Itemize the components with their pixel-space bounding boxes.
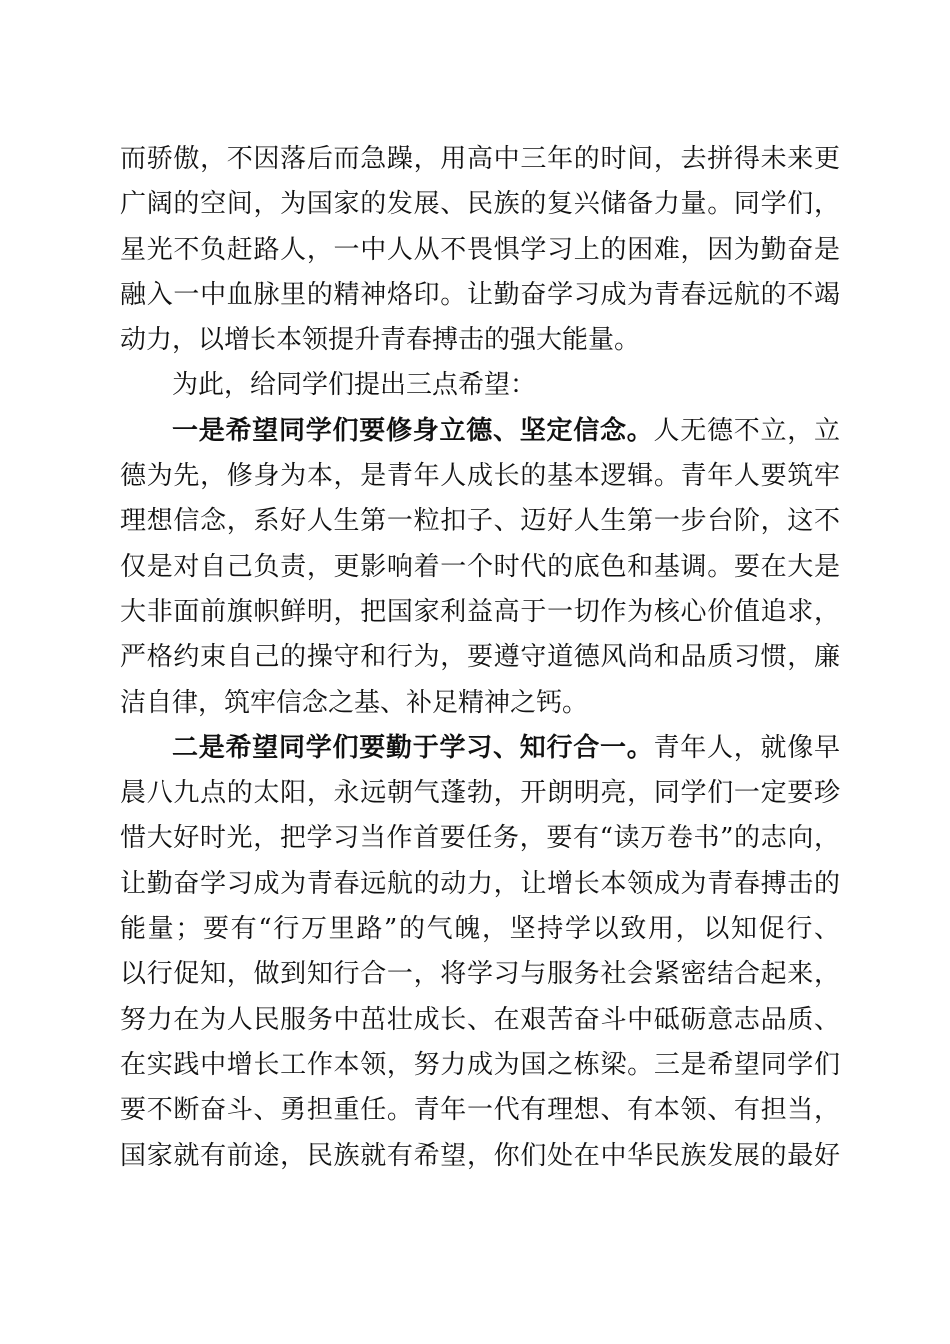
text-line: 努力在为人民服务中茁壮成长、在艰苦奋斗中砥砺意志品质、 [120, 1004, 840, 1035]
bold-lead-text: 二是希望同学们要勤于学习、知行合一。 [172, 732, 654, 763]
text-line: 在实践中增长工作本领，努力成为国之栋梁。三是希望同学们 [120, 1049, 840, 1080]
text-line: 惜大好时光，把学习当作首要任务，要有“读万卷书”的志向， [120, 823, 840, 854]
text-line: 要不断奋斗、勇担重任。青年一代有理想、有本领、有担当， [120, 1095, 840, 1126]
bold-lead-text: 一是希望同学们要修身立德、坚定信念。 [172, 415, 654, 446]
text-line: 动力，以增长本领提升青春搏击的强大能量。 [120, 325, 641, 356]
text-line: 广阔的空间，为国家的发展、民族的复兴储备力量。同学们， [120, 189, 840, 220]
first-line-rest: 青年人，就像早 [653, 732, 840, 763]
text-line: 晨八九点的太阳，永远朝气蓬勃，开朗明亮，同学们一定要珍 [120, 778, 840, 809]
text-line: 德为先，修身为本，是青年人成长的基本逻辑。青年人要筑牢 [120, 461, 840, 492]
text-line: 能量；要有“行万里路”的气魄，坚持学以致用，以知促行、 [120, 914, 840, 945]
text-line: 为此，给同学们提出三点希望： [172, 370, 537, 401]
text-line: 而骄傲，不因落后而急躁，用高中三年的时间，去拼得未来更 [120, 144, 840, 174]
text-line: 大非面前旗帜鲜明，把国家利益高于一切作为核心价值追求， [120, 596, 840, 627]
paragraph-first-line [120, 409, 840, 454]
first-line-rest: 人无德不立，立 [653, 415, 840, 446]
text-line: 国家就有前途，民族就有希望，你们处在中华民族发展的最好 [120, 1140, 840, 1171]
text-line: 以行促知，做到知行合一，将学习与服务社会紧密结合起来， [120, 959, 840, 990]
text-line: 星光不负赶路人，一中人从不畏惧学习上的困难，因为勤奋是 [120, 234, 840, 265]
text-line: 让勤奋学习成为青春远航的动力，让增长本领成为青春搏击的 [120, 868, 840, 899]
text-line: 洁自律，筑牢信念之基、补足精神之钙。 [120, 687, 589, 718]
body-text [120, 137, 840, 1179]
text-line: 理想信念，系好人生第一粒扣子、迈好人生第一步台阶，这不 [120, 506, 840, 537]
paragraph-first-line [120, 726, 840, 771]
text-line: 融入一中血脉里的精神烙印。让勤奋学习成为青春远航的不竭 [120, 279, 840, 310]
text-line: 严格约束自己的操守和行为，要遵守道德风尚和品质习惯，廉 [120, 642, 840, 673]
text-line: 仅是对自己负责，更影响着一个时代的底色和基调。要在大是 [120, 551, 840, 582]
